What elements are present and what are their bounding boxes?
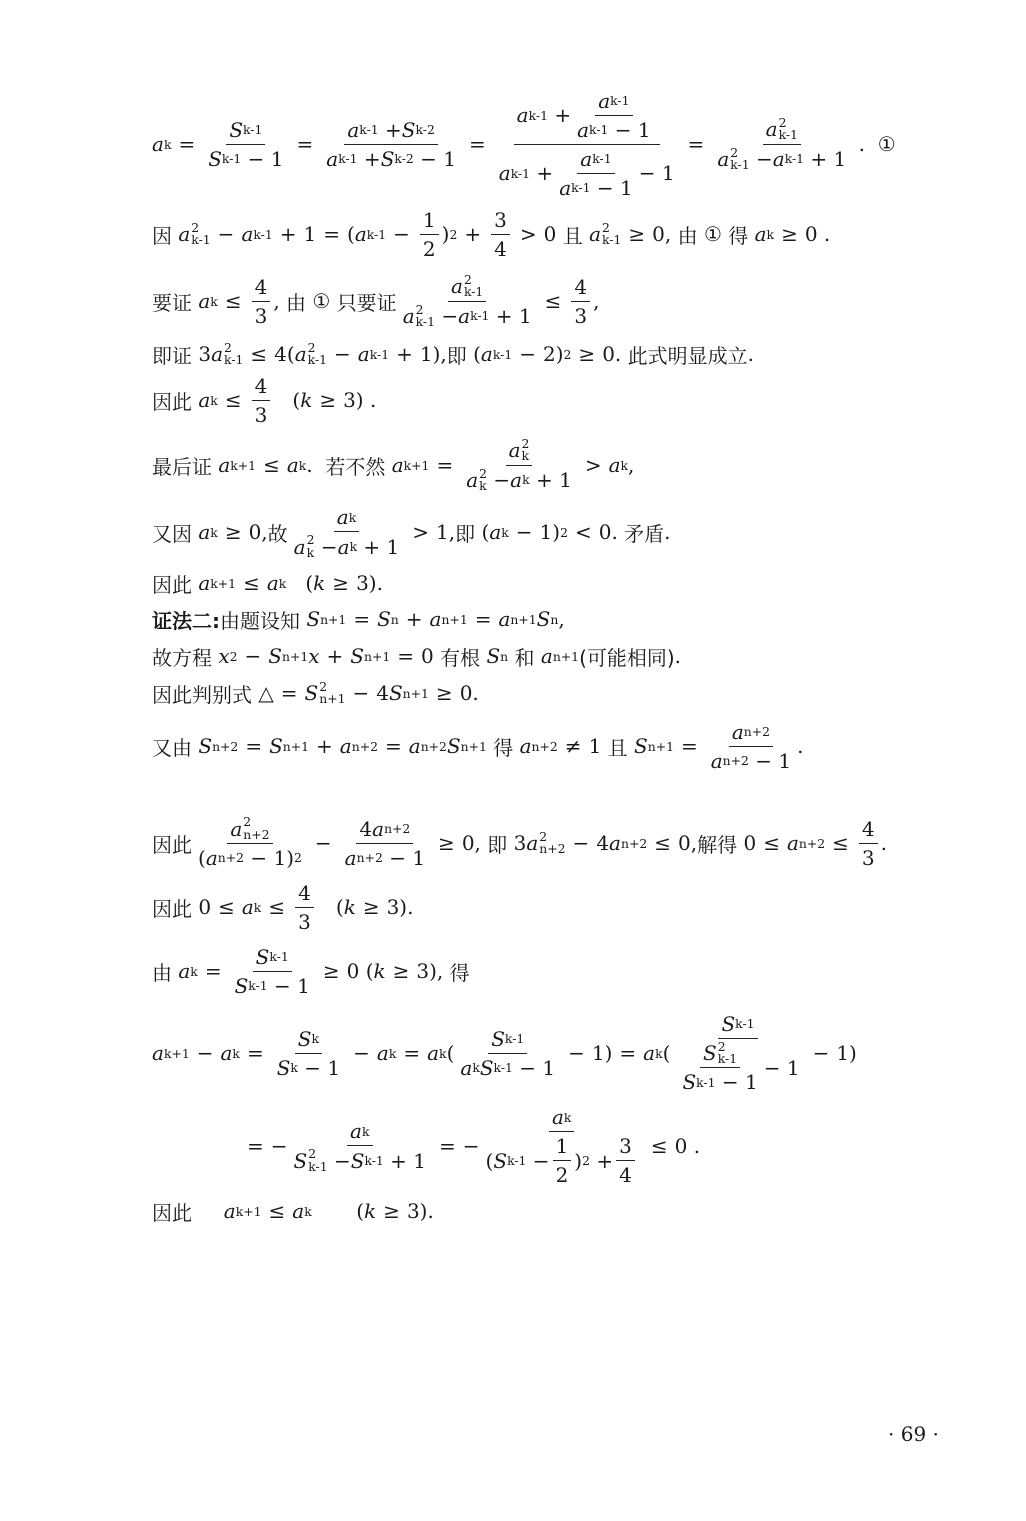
- eq-line-6: 最后证 a k+1 ≤ a k . 若不然 a k+1 = a 2 k a 2 k − a k + 1 > a k ,: [152, 435, 635, 493]
- eq-line-13: 因此 a 2 n+2 ( a n+2 − 1) 2 − 4 a n+2 a n+2 − 1 ≥ 0, 即 3 a 2 n+2 − 4 a n+2 ≤ 0, 解得 0 ≤ a n+2 ≤ $\frac{4}{3}$ .: [152, 814, 887, 870]
- eq-line-3: 要证 a k ≤ $\frac{4}{3}$ , 由 ① 只要证 a 2 k-1 a 2 k-1 − a k-1 + 1 ≤ $\frac{4}{3}$ ,: [152, 271, 600, 329]
- eq-line-2: 因 a 2 k-1 − a k-1 + 1 = ( a k-1 − $\frac{1}{2}$ ) 2 + $\frac{3}{4}$ > 0 且 a 2 k-1 ≥ 0, 由 ① 得 a k ≥ 0 .: [152, 207, 831, 261]
- circle-one-marker: ①: [877, 132, 896, 156]
- eq-line-16: a k+1 − a k = S k S k − 1 − a k = a k ( S k-1 a k S k-1 − 1 − 1) = a k ( S k-1 S 2 k-1 S k-1 − 1 − 1 − 1): [152, 1011, 857, 1095]
- proof-two-heading: 证法二:: [152, 608, 220, 633]
- page-number: · 69 ·: [888, 1422, 939, 1446]
- eq-line-14: 因此 0 ≤ a k ≤ $\frac{4}{3}$ ( k ≥ 3).: [152, 880, 414, 934]
- eq-line-4: 即证 3 a 2 k-1 ≤ 4( a 2 k-1 − a k-1 + 1), 即 ( a k-1 − 2) 2 ≥ 0. 此式明显成立 .: [152, 339, 754, 368]
- eq-line-18: 因此 a k+1 ≤ a k ( k ≥ 3).: [152, 1199, 434, 1225]
- eq-line-11: 因此判别式 △ = S 2 n+1 − 4 S n+1 ≥ 0.: [152, 678, 479, 707]
- eq-line-5: 因此 a k ≤ $\frac{4}{3}$ ( k ≥ 3) .: [152, 373, 377, 427]
- eq-line-15: 由 a k = S k-1 S k-1 − 1 ≥ 0 ( k ≥ 3), 得: [152, 944, 470, 998]
- eq-line-10: 故方程 x 2 − S n+1 x + S n+1 = 0 有根 S n 和 a n+1 (可能相同) .: [152, 644, 682, 670]
- eq-line-9: 证法二: 由题设知 S n+1 = S n + a n+1 = a n+1 S n ,: [152, 604, 565, 634]
- eq-line-8: 因此 a k+1 ≤ a k ( k ≥ 3).: [152, 571, 383, 597]
- eq-line-1: a k = S k-1 S k-1 − 1 = a k-1 + S k-2 a k-1 + S k-2 − 1 = a k-1 + a k-1 a k-1 − 1 a k-1 + a k-1 a k-1 − 1 − 1 = a 2 k-1 a 2 k-1 − a k-1 + 1 . ①: [152, 88, 896, 200]
- eq-line-17: = − a k S 2 k-1 − S k-1 + 1 = − a k ( S k-1 − $\frac{1}{2}$ ) 2 + $\frac{3}{4}$ ≤ 0 .: [247, 1105, 701, 1187]
- eq-line-7: 又因 a k ≥ 0, 故 a k a 2 k − a k + 1 > 1, 即 ( a k − 1) 2 < 0. 矛盾 .: [152, 505, 671, 560]
- eq-line-12: 又由 S n+2 = S n+1 + a n+2 = a n+2 S n+1 得 a n+2 ≠ 1 且 S n+1 = a n+2 a n+2 − 1 .: [152, 719, 804, 773]
